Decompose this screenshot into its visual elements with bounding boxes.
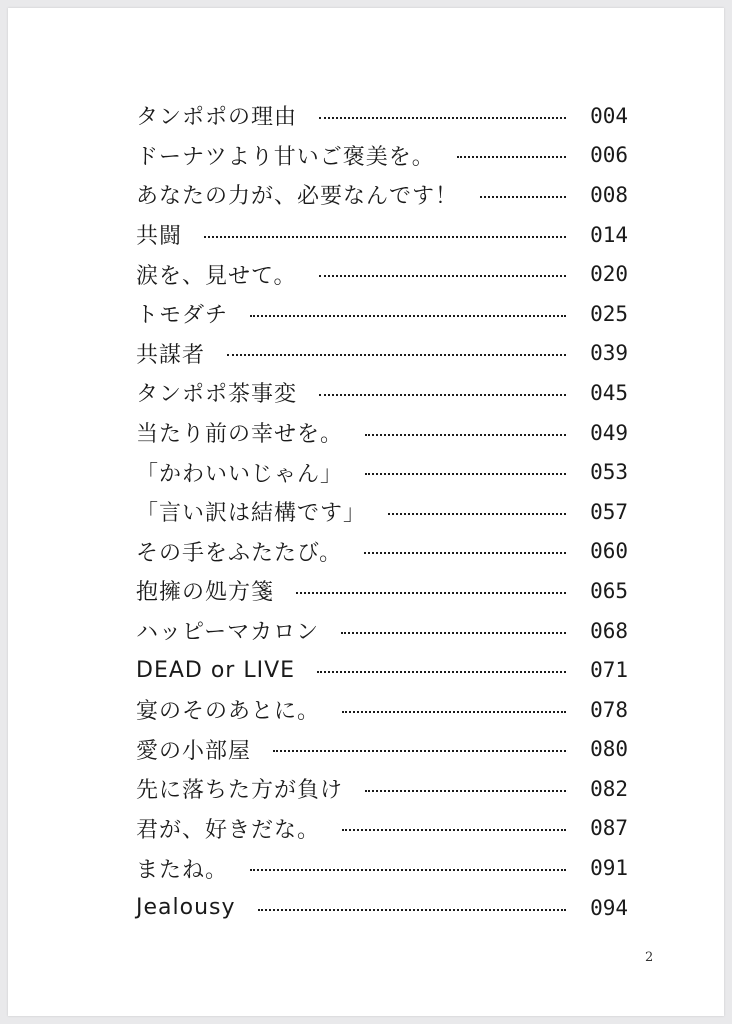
toc-entry xyxy=(136,848,628,888)
toc-entry-page: 078 xyxy=(590,697,628,722)
toc-entry-page: 060 xyxy=(590,539,628,564)
toc-entry-page: 082 xyxy=(590,776,628,801)
toc-entry xyxy=(136,294,628,334)
toc-entry-title: ドーナツより甘いご褒美を。 xyxy=(136,144,435,170)
toc-entry xyxy=(136,413,628,453)
toc-entry-page: 057 xyxy=(590,499,628,524)
toc-entry-page: 049 xyxy=(590,420,628,445)
toc-entry-page: 053 xyxy=(590,460,628,485)
toc-entry-title: 宴のそのあとに。 xyxy=(136,699,321,725)
toc-entry-page: 080 xyxy=(590,737,628,762)
toc-entry-title: 「言い訳は結構です」 xyxy=(136,501,367,527)
toc-entry-page: 020 xyxy=(590,262,628,287)
toc-entry-page: 045 xyxy=(590,380,628,405)
toc-entry-title: またね。 xyxy=(136,857,229,883)
toc-entry-page: 094 xyxy=(590,895,628,920)
dot-leader xyxy=(317,671,566,673)
toc-entry-page: 091 xyxy=(590,856,628,881)
toc-entry xyxy=(136,571,628,611)
dot-leader xyxy=(250,315,566,317)
toc-entry-title: 先に落ちた方が負け xyxy=(136,778,344,804)
toc-entry-title: 愛の小部屋 xyxy=(136,738,252,764)
toc-entry-title: 共闘 xyxy=(136,224,183,250)
dot-leader xyxy=(258,909,566,911)
toc-entry-title: 共謀者 xyxy=(136,342,206,368)
toc-entry xyxy=(136,96,628,136)
dot-leader xyxy=(342,829,566,831)
dot-leader xyxy=(319,275,566,277)
toc-entry xyxy=(136,650,628,690)
toc-entry-title: タンポポの理由 xyxy=(136,105,298,131)
toc-entry xyxy=(136,215,628,255)
dot-leader xyxy=(341,632,566,634)
toc-entry-page: 014 xyxy=(590,222,628,247)
toc-entry-page: 006 xyxy=(590,143,628,168)
toc-entry xyxy=(136,888,628,928)
toc-entry xyxy=(136,254,628,294)
toc-entry xyxy=(136,136,628,176)
table-of-contents xyxy=(136,96,628,927)
toc-entry xyxy=(136,334,628,374)
toc-entry xyxy=(136,769,628,809)
toc-entry-page: 039 xyxy=(590,341,628,366)
toc-entry-page: 025 xyxy=(590,301,628,326)
dot-leader xyxy=(364,552,566,554)
dot-leader xyxy=(365,473,566,475)
toc-entry-title: 君が、好きだな。 xyxy=(136,817,321,843)
page-number: 2 xyxy=(645,950,654,965)
toc-entry xyxy=(136,452,628,492)
toc-entry xyxy=(136,175,628,215)
toc-entry-title: 「かわいいじゃん」 xyxy=(136,461,344,487)
dot-leader xyxy=(296,592,566,594)
dot-leader xyxy=(319,117,566,119)
toc-entry-title: 涙を、見せて。 xyxy=(136,263,297,289)
toc-entry-title: DEAD or LIVE xyxy=(136,657,296,683)
toc-entry xyxy=(136,373,628,413)
dot-leader xyxy=(227,354,566,356)
toc-entry xyxy=(136,611,628,651)
toc-entry-page: 087 xyxy=(590,816,628,841)
dot-leader xyxy=(365,434,566,436)
dot-leader xyxy=(342,711,566,713)
dot-leader xyxy=(388,513,566,515)
toc-entry-title: 当たり前の幸せを。 xyxy=(136,422,344,448)
toc-entry-title: Jealousy xyxy=(136,895,236,921)
toc-entry xyxy=(136,532,628,572)
toc-entry xyxy=(136,690,628,730)
toc-entry-title: トモダチ xyxy=(136,303,229,329)
dot-leader xyxy=(365,790,566,792)
toc-entry-page: 065 xyxy=(590,578,628,603)
toc-entry-title: その手をふたたび。 xyxy=(136,540,343,566)
toc-entry-title: 抱擁の処方箋 xyxy=(136,580,275,606)
dot-leader xyxy=(273,750,566,752)
document-page xyxy=(8,8,724,1016)
dot-leader xyxy=(250,869,566,871)
toc-entry-page: 071 xyxy=(590,658,628,683)
toc-entry xyxy=(136,809,628,849)
toc-entry-title: あなたの力が、必要なんです！ xyxy=(136,184,459,210)
dot-leader xyxy=(204,236,566,238)
toc-entry-title: タンポポ茶事変 xyxy=(136,382,298,408)
toc-entry xyxy=(136,492,628,532)
toc-entry-title: ハッピーマカロン xyxy=(136,620,320,646)
dot-leader xyxy=(480,196,566,198)
toc-entry-page: 004 xyxy=(590,103,628,128)
toc-entry-page: 068 xyxy=(590,618,628,643)
toc-entry xyxy=(136,730,628,770)
toc-entry-page: 008 xyxy=(590,182,628,207)
dot-leader xyxy=(457,156,566,158)
dot-leader xyxy=(319,394,566,396)
